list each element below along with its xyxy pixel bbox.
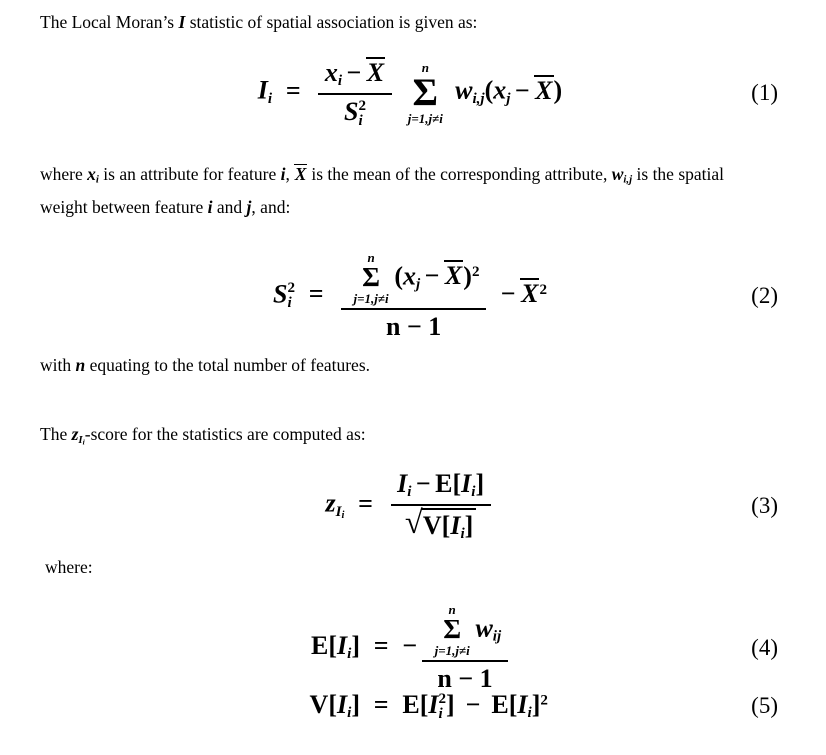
math-token: I (335, 504, 342, 521)
math-token: X (294, 164, 307, 184)
math-token: − (424, 260, 440, 290)
math-token: j (416, 276, 421, 293)
math-token: X (444, 260, 463, 290)
sup-sub-stack (439, 692, 447, 722)
math-token: i,j (623, 173, 633, 186)
x-bar (534, 75, 553, 105)
math-token: n (75, 355, 86, 375)
math-token: I (461, 469, 472, 499)
equation-5-lhs (268, 690, 360, 722)
math-token: n − 1 (386, 312, 442, 342)
x-bar (444, 260, 463, 290)
text-run: equating to the total number of features. (85, 355, 371, 375)
sigma-symbol: Σ (443, 614, 462, 645)
equation-4-math (268, 602, 512, 695)
math-token: V (422, 510, 442, 540)
math-token: I (450, 510, 461, 540)
math-token: i (460, 525, 465, 542)
equation-1 (40, 46, 780, 140)
math-token: i (207, 197, 213, 217)
math-token: I (397, 469, 408, 499)
math-token: i (337, 73, 343, 90)
math-token: ) (553, 75, 563, 105)
summation (408, 60, 443, 127)
math-token: [ (441, 510, 451, 540)
nested-subscript (336, 504, 345, 520)
math-token: j (506, 91, 511, 108)
math-token: I (78, 433, 83, 446)
math-token: ( (394, 260, 404, 290)
math-token: i (82, 437, 85, 447)
equation-4 (40, 598, 780, 698)
where-label (45, 557, 93, 578)
math-token: S (343, 96, 359, 126)
text-run: and (212, 197, 247, 217)
sum-upper-limit: n (448, 601, 456, 617)
math-token: w (475, 612, 493, 642)
fraction (318, 57, 391, 128)
x-bar (520, 278, 539, 308)
summation (435, 602, 470, 659)
sum-lower-limit: j=1,j≠i (434, 642, 470, 658)
equation-3 (40, 462, 780, 550)
text-run: The Local Moran’s (40, 12, 179, 32)
math-token: i (341, 510, 345, 522)
math-token: = (373, 630, 389, 660)
math-token: − (402, 630, 418, 660)
text-run: The (40, 424, 72, 444)
equation-1-math (258, 57, 562, 128)
math-token: X (535, 75, 553, 105)
math-token: [ (452, 469, 462, 499)
math-token: w (611, 164, 624, 184)
math-token: I (517, 689, 528, 719)
equation-2 (40, 242, 780, 350)
math-token: i (527, 705, 532, 722)
math-token: = (308, 278, 324, 308)
radical-symbol: √ (404, 504, 423, 541)
equation-5 (40, 686, 780, 726)
equation-2-number: (2) (751, 283, 778, 308)
math-token: = (285, 75, 301, 105)
math-token: − (514, 75, 530, 105)
text-run: where (40, 164, 88, 184)
math-token: − (346, 58, 362, 88)
math-token: i,j (472, 91, 485, 108)
math-token: z (71, 424, 79, 444)
math-token: z (325, 488, 336, 518)
math-token: i (347, 705, 352, 722)
math-token: x (493, 75, 507, 105)
math-token: i (438, 705, 443, 722)
math-token: X (366, 58, 385, 88)
math-token: i (347, 646, 352, 663)
math-token: 2 (540, 692, 548, 709)
math-token: x (403, 260, 417, 290)
math-token: i (407, 484, 412, 501)
text-run: , (285, 164, 295, 184)
math-token: i (280, 164, 286, 184)
sup-sub-stack (358, 99, 366, 129)
equation-4-lhs (268, 631, 360, 663)
x-bar (294, 164, 307, 184)
math-token: I (337, 630, 348, 660)
intro-line (40, 12, 477, 33)
math-token: ( (484, 75, 494, 105)
text-run: , and: (251, 197, 291, 217)
math-token: − (465, 689, 481, 719)
x-bar (366, 57, 385, 87)
equation-3-math (325, 469, 494, 542)
math-token: i (287, 294, 292, 311)
math-token: I (257, 75, 268, 105)
math-token: n − 1 (437, 664, 493, 694)
math-token: I (337, 689, 348, 719)
math-token: ] (351, 630, 360, 660)
text-run: -score for the statistics are computed as: (84, 424, 366, 444)
equation-5-number: (5) (751, 693, 778, 718)
text-run: is the spatial (632, 164, 724, 184)
sigma-symbol: Σ (412, 71, 439, 115)
text-run: where: (45, 557, 93, 577)
math-token: V (309, 689, 329, 719)
math-token: ] (475, 469, 485, 499)
math-token: 2 (287, 279, 296, 296)
sigma-symbol: Σ (362, 262, 380, 293)
sum-upper-limit: n (367, 249, 375, 265)
math-token: x (324, 58, 338, 88)
math-token: w (455, 75, 473, 105)
math-token: E (310, 630, 329, 660)
math-token: [ (419, 689, 429, 719)
equation-1-number: (1) (751, 80, 778, 105)
line-zscore-intro (40, 424, 366, 446)
text-run: weight between feature (40, 197, 208, 217)
math-token: j (246, 197, 252, 217)
fraction (422, 602, 507, 695)
paragraph-where-line-2 (40, 197, 290, 218)
text-run: with (40, 355, 76, 375)
math-token: = (373, 689, 389, 719)
math-token: i (358, 112, 363, 129)
sum-upper-limit: n (421, 59, 429, 75)
equation-2-math (273, 250, 547, 343)
math-token: i (95, 173, 99, 186)
math-token: 2 (471, 263, 480, 280)
math-token: S (273, 278, 288, 308)
math-token: E (491, 689, 509, 719)
math-token: ) (463, 260, 472, 290)
math-token: ] (446, 689, 455, 719)
math-token: I (428, 689, 439, 719)
math-token: ij (492, 628, 502, 645)
math-token: ] (351, 689, 360, 719)
math-token: [ (508, 689, 518, 719)
math-token: [ (328, 630, 337, 660)
text-run: is an attribute for feature (98, 164, 281, 184)
math-token: E (402, 689, 420, 719)
math-token: 2 (358, 97, 366, 114)
fraction (391, 469, 491, 542)
text-run: statistic of spatial association is given as: (185, 12, 478, 32)
fraction (341, 250, 486, 343)
math-token: i (471, 484, 476, 501)
math-token: = (358, 488, 373, 518)
math-token: [ (328, 689, 337, 719)
text-run: is the mean of the corresponding attribute, (306, 164, 612, 184)
math-token: − (500, 278, 516, 308)
math-token: X (521, 278, 539, 308)
sum-lower-limit: j=1,j≠i (353, 290, 389, 306)
math-token: E (435, 469, 453, 499)
paragraph-where-line-1 (40, 164, 724, 186)
equation-4-number: (4) (751, 635, 778, 660)
math-token: x (87, 164, 96, 184)
math-token: ] (464, 510, 474, 540)
sum-lower-limit: j=1,j≠i (407, 110, 443, 126)
equation-3-number: (3) (751, 493, 778, 518)
summation (354, 250, 389, 307)
math-token: ] (531, 689, 541, 719)
math-token: − (415, 469, 431, 499)
sup-sub-stack (287, 281, 295, 311)
square-root (404, 504, 477, 543)
equation-5-math (268, 690, 548, 722)
math-token: I (178, 12, 186, 32)
math-token: i (267, 91, 273, 108)
line-total-features (40, 355, 370, 376)
math-token: 2 (539, 281, 547, 298)
math-token: 2 (438, 690, 447, 707)
